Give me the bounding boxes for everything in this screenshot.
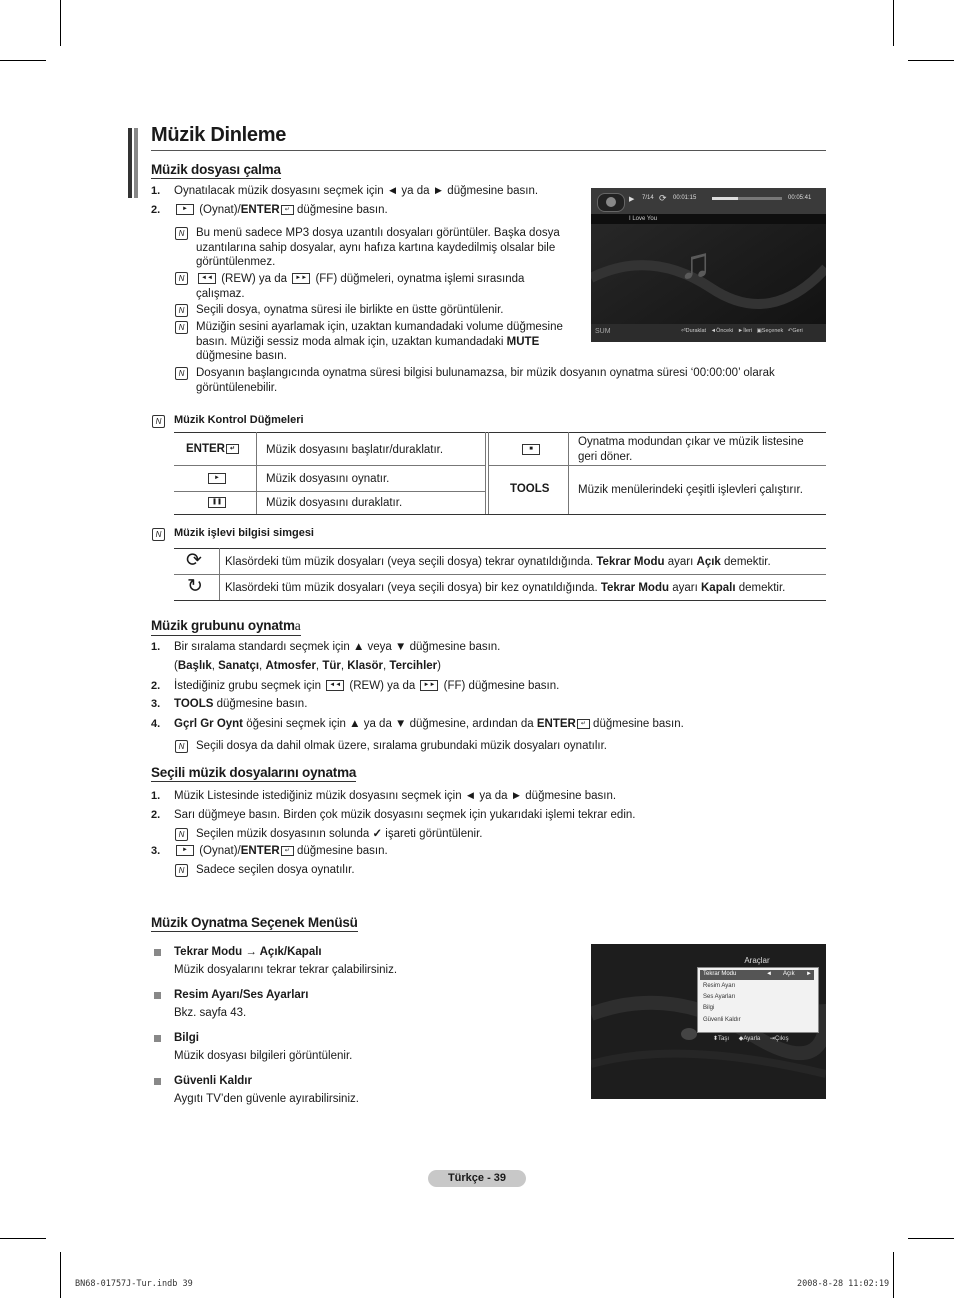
tools-title: Araçlar — [744, 956, 770, 965]
table-rule — [489, 465, 826, 466]
song-title: I Love You — [629, 216, 658, 222]
note-icon: N — [152, 415, 165, 428]
page-number-badge: Türkçe - 39 — [428, 1170, 526, 1187]
bullet-square — [154, 1035, 161, 1042]
play-icon: ► — [176, 845, 194, 856]
enter-icon: ↵ — [577, 719, 590, 729]
bullet-square — [154, 1078, 161, 1085]
table-rule — [488, 432, 489, 514]
title-rule — [151, 150, 826, 151]
option-control: ▣Seçenek — [756, 328, 784, 334]
note-icon: N — [175, 828, 188, 841]
table-rule — [174, 491, 485, 492]
controls-table-label: Müzik Kontrol Düğmeleri — [174, 414, 304, 426]
section-heading: Müzik dosyası çalma — [151, 162, 281, 177]
repeat-on-icon: ⟳ — [186, 550, 202, 571]
table-rule — [174, 514, 826, 515]
enter-key-cell: ENTER ↵ — [186, 443, 239, 455]
player-controls-bar — [681, 328, 803, 334]
back-control: ↶Geri — [787, 328, 803, 334]
ff-icon: ►► — [292, 273, 310, 284]
print-date-info: 2008-8-28 11:02:19 — [797, 1279, 890, 1289]
table-rule — [256, 432, 257, 514]
disc-icon — [597, 193, 625, 212]
note-text: Müziğin sesini ayarlamak için, uzaktan kumandadaki volume düğmesine basın. Müziği sessiz moda almak için, uzaktan kumandadaki MUTE düğmesine basın. — [196, 321, 563, 362]
pause-control: ⏎Duraklat — [681, 328, 707, 334]
crop-mark — [60, 1252, 61, 1298]
crop-mark — [893, 0, 894, 46]
rew-icon: ◄◄ — [326, 680, 344, 691]
title-accent-bar — [128, 128, 132, 198]
option-desc: Müzik dosyalarını tekrar tekrar çalabilirsiniz. — [174, 964, 398, 976]
enter-icon: ↵ — [281, 846, 294, 856]
section-heading: Müzik Oynatma Seçenek Menüsü — [151, 915, 358, 930]
table-rule — [568, 432, 569, 514]
tools-menu-screenshot — [591, 944, 826, 1099]
repeat-icon: ⟳ — [659, 193, 667, 203]
music-player-screenshot — [591, 188, 826, 342]
note-icon: N — [175, 864, 188, 877]
step-text: Bir sıralama standardı seçmek için ▲ veya ▼ düğmesine basın. — [174, 641, 501, 653]
option-title: Resim Ayarı/Ses Ayarları — [174, 989, 309, 1001]
play-status-icon: ▶ — [629, 196, 635, 203]
tools-item-ses-ayarlari[interactable]: Ses Ayarları — [703, 994, 736, 1000]
step-number: 2. — [151, 680, 161, 692]
note-text: ◄◄ (REW) ya da ►► (FF) düğmeleri, oynatma işlemi sırasında çalışmaz. — [196, 273, 525, 300]
prev-control: ◄Önceki — [710, 328, 734, 334]
music-note-icon: ♫ — [679, 239, 712, 288]
table-rule — [174, 600, 826, 601]
repeat-off-desc: Klasördeki tüm müzik dosyaları (veya seçili dosya) bir kez oynatıldığında. Tekrar Modu ayarı Kapalı demektir. — [225, 582, 786, 594]
note-text: Seçili dosya da dahil olmak üzere, sıralama grubundaki müzik dosyaları oynatılır. — [196, 740, 608, 752]
rew-icon: ◄◄ — [198, 273, 216, 284]
elapsed-time: 00:01:15 — [673, 195, 697, 201]
play-icon: ► — [176, 204, 194, 215]
step-text: Oynatılacak müzik dosyasını seçmek için ◄ ya da ► düğmesine basın. — [174, 185, 539, 197]
step-number: 1. — [151, 185, 161, 197]
step-text: Gçrl Gr Oynt öğesini seçmek için ▲ ya da ▼ düğmesine, ardından da ENTER ↵ düğmesine basın. — [174, 718, 684, 730]
table-rule — [219, 548, 220, 600]
section-heading: Seçili müzik dosyalarını oynatma — [151, 765, 357, 780]
step-number: 4. — [151, 718, 161, 730]
note-icon: N — [175, 227, 188, 240]
page-title: Müzik Dinleme — [151, 124, 287, 146]
track-index: 7/14 — [642, 195, 654, 201]
title-accent-bar — [134, 128, 138, 198]
step-number: 2. — [151, 204, 161, 216]
note-icon: N — [175, 304, 188, 317]
move-icon: ⬍ — [713, 1036, 719, 1042]
option-desc: Müzik dosyası bilgileri görüntülenir. — [174, 1050, 353, 1062]
step-number: 3. — [151, 845, 161, 857]
enter-icon: ↵ — [226, 444, 239, 454]
crop-mark — [60, 0, 61, 46]
source-label: SUM — [595, 328, 611, 335]
note-text: Seçilen müzik dosyasının solunda ✓ işareti görüntülenir. — [196, 828, 483, 840]
tools-menu-panel — [697, 967, 819, 1033]
exit-icon: ⇥ — [769, 1036, 775, 1042]
repeat-on-desc: Klasördeki tüm müzik dosyaları (veya seçili dosya) tekrar oynatıldığında. Tekrar Modu ayarı Açık demektir. — [225, 556, 771, 568]
stop-icon: ■ — [520, 444, 542, 456]
note-icon: N — [175, 321, 188, 334]
tools-key: TOOLS — [510, 483, 550, 495]
step-text: ► (Oynat)/ENTER ↵ düğmesine basın. — [174, 844, 388, 859]
crop-mark — [0, 1238, 46, 1239]
note-text: Bu menü sadece MP3 dosya uzantılı dosyaları görüntüler. Başka dosya uzantılarına sahip dosyalar, aynı hafıza kartına kaydedilmiş olsalar bile görüntülenmez. — [196, 227, 560, 268]
tools-footer: ⬍Taşı ◆Ayarla ⇥Çıkış — [713, 1036, 789, 1042]
crop-mark — [893, 1252, 894, 1298]
note-icon: N — [175, 272, 188, 285]
enter-desc: Müzik dosyasını başlatır/duraklatır. — [266, 444, 444, 456]
step-number: 3. — [151, 698, 161, 710]
option-title: Tekrar Modu → Açık/Kapalı — [174, 946, 322, 958]
note-text: Dosyanın başlangıcında oynatma süresi bilgisi bulunamazsa, bir müzik dosyanın oynatma süresi ‘00:00:00’ olarak görüntülenebilir. — [196, 367, 775, 394]
crop-mark — [0, 60, 46, 61]
tools-item-guvenli-kaldir[interactable]: Güvenli Kaldır — [703, 1017, 741, 1023]
bullet-square — [154, 992, 161, 999]
step-number: 2. — [151, 809, 161, 821]
tools-item-bilgi[interactable]: Bilgi — [703, 1005, 715, 1011]
step-text: ► (Oynat)/ENTER ↵ düğmesine basın. — [174, 203, 388, 218]
table-rule — [174, 432, 826, 433]
enter-label: ENTER — [240, 204, 280, 216]
step-text: Müzik Listesinde istediğiniz müzik dosyasını seçmek için ◄ ya da ► düğmesine basın. — [174, 790, 617, 802]
tools-item-resim-ayari[interactable]: Resim Ayarı — [703, 983, 736, 989]
tools-item-tekrar-modu[interactable]: Tekrar Modu ◄ Açık ► — [700, 970, 814, 980]
crop-mark — [908, 60, 954, 61]
stop-desc: Oynatma modundan çıkar ve müzik listesine geri döner. — [578, 436, 804, 463]
repeat-off-icon: ↻ — [187, 576, 203, 597]
print-file-info: BN68-01757J-Tur.indb 39 — [75, 1279, 193, 1289]
play-desc: Müzik dosyasını oynatır. — [266, 473, 390, 485]
bullet-square — [154, 949, 161, 956]
table-rule — [174, 465, 485, 466]
option-desc: Bkz. sayfa 43. — [174, 1007, 247, 1019]
note-icon: N — [152, 528, 165, 541]
step-number: 1. — [151, 790, 161, 802]
table-rule — [174, 574, 826, 575]
table-rule — [174, 548, 826, 549]
checkmark-icon: ✓ — [372, 828, 383, 840]
note-text: Sadece seçilen dosya oynatılır. — [196, 864, 355, 876]
step-text: İstediğiniz grubu seçmek için ◄◄ (REW) ya da ►► (FF) düğmesine basın. — [174, 680, 560, 692]
enter-icon: ↵ — [281, 205, 294, 215]
pause-desc: Müzik dosyasını duraklatır. — [266, 497, 403, 509]
option-desc: Aygıtı TV’den güvenle ayırabilirsiniz. — [174, 1093, 359, 1105]
right-arrow-icon: ► — [806, 971, 812, 977]
table-rule — [485, 432, 486, 514]
pause-icon: ❚❚ — [206, 497, 228, 509]
step-text: Sarı düğmeye basın. Birden çok müzik dosyasını seçmek için yukarıdaki işlemi tekrar edin. — [174, 809, 636, 821]
next-control: ►İleri — [737, 328, 753, 334]
icons-table-label: Müzik işlevi bilgisi simgesi — [174, 527, 314, 539]
adjust-icon: ◆ — [738, 1036, 744, 1042]
note-icon: N — [175, 740, 188, 753]
total-time: 00:05:41 — [788, 195, 812, 201]
option-title: Bilgi — [174, 1032, 199, 1044]
section-heading: Müzik grubunu oynatma — [151, 618, 301, 636]
tools-desc: Müzik menülerindeki çeşitli işlevleri çalıştırır. — [578, 484, 803, 496]
left-arrow-icon: ◄ — [766, 971, 772, 977]
play-icon: ► — [206, 473, 228, 485]
crop-mark — [908, 1238, 954, 1239]
note-text: Seçili dosya, oynatma süresi ile birlikte en üstte görüntülenir. — [196, 304, 504, 316]
ff-icon: ►► — [420, 680, 438, 691]
step-number: 1. — [151, 641, 161, 653]
option-title: Güvenli Kaldır — [174, 1075, 252, 1087]
note-icon: N — [175, 367, 188, 380]
step-text: TOOLS düğmesine basın. — [174, 698, 308, 710]
sort-options: (Başlık, Sanatçı, Atmosfer, Tür, Klasör, Tercihler) — [174, 660, 441, 672]
